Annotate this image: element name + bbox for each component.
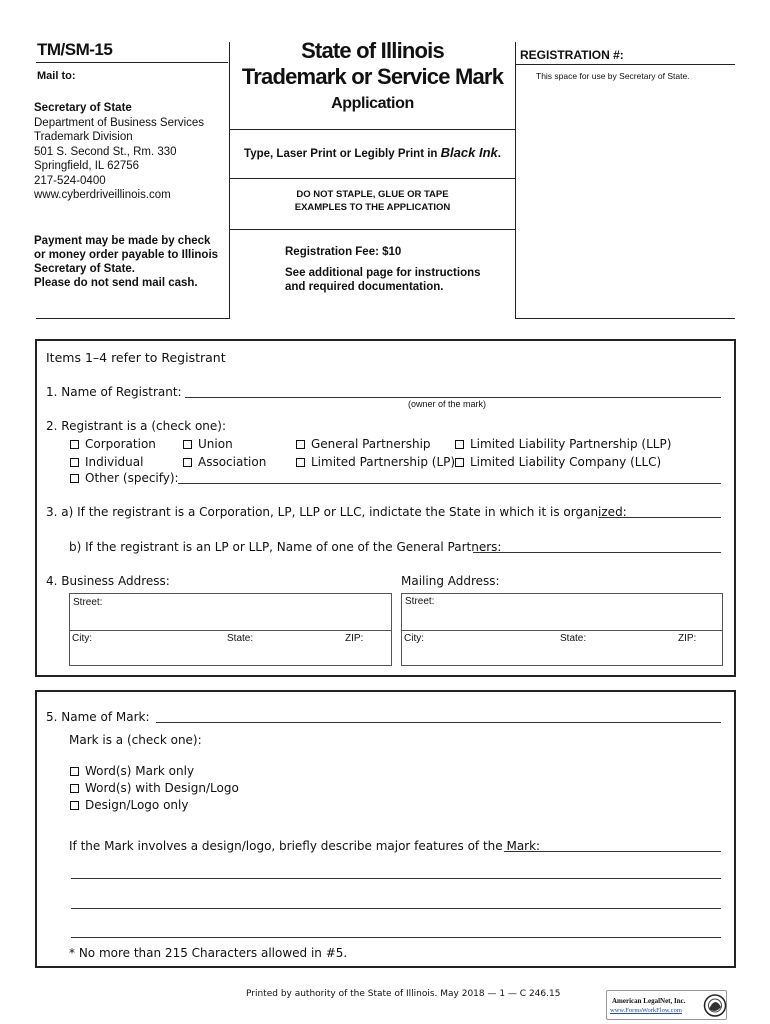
checkbox[interactable] — [70, 767, 79, 776]
print-instruction — [230, 145, 515, 160]
design-description-field[interactable] — [504, 838, 721, 852]
legalnet-url[interactable]: www.FormsWorkFlow.com — [610, 1007, 682, 1014]
option-label: Union — [198, 437, 233, 451]
black-ink-text: Black Ink — [440, 145, 498, 160]
design-description-line[interactable] — [71, 867, 721, 879]
print-instruction-text: Type, Laser Print or Legibly Print in — [244, 148, 438, 160]
character-limit-note: * No more than 215 Characters allowed in #5. — [69, 946, 348, 960]
registration-number-label: REGISTRATION #: — [520, 48, 624, 62]
payment-line: Please do not send mail cash. — [34, 277, 198, 289]
mail-address — [34, 101, 204, 203]
option-label: Association — [198, 455, 267, 469]
design-description-line[interactable] — [71, 897, 721, 909]
option-label: General Partnership — [311, 437, 431, 451]
address-line: 217-524-0400 — [34, 174, 106, 187]
see-line: and required documentation. — [285, 280, 444, 293]
header-divider-right — [515, 42, 516, 319]
checkbox[interactable] — [455, 458, 464, 467]
legalnet-logo-icon — [703, 993, 727, 1018]
legalnet-name: American LegalNet, Inc. — [612, 997, 686, 1005]
address-line: Springfield, IL 62756 — [34, 160, 140, 172]
option-label: Individual — [85, 455, 144, 469]
mark-type-label: Mark is a (check one): — [69, 733, 202, 747]
address-line: 501 S. Second St., Rm. 330 — [34, 145, 177, 158]
address-line: Trademark Division — [34, 131, 133, 143]
address-line: Department of Business Services — [34, 116, 205, 129]
business-city-label: City: — [72, 633, 92, 644]
legalnet-badge — [606, 990, 727, 1020]
option-label: Corporation — [85, 437, 156, 451]
option-association[interactable] — [183, 455, 266, 469]
business-street-field[interactable] — [69, 593, 392, 631]
staple-warning-2: EXAMPLES TO THE APPLICATION — [294, 202, 451, 213]
general-partner-field[interactable] — [473, 539, 721, 553]
printed-by: Printed by authority of the State of Illinois. May 2018 — 1 — C 246.15 — [246, 989, 561, 999]
title-rule — [230, 129, 515, 130]
other-specify-field[interactable] — [178, 470, 721, 484]
mailing-address-label: Mailing Address: — [401, 574, 500, 588]
item1-label: 1. Name of Registrant: — [46, 385, 182, 399]
option-individual[interactable] — [70, 455, 143, 469]
staple-rule — [230, 229, 515, 230]
checkbox[interactable] — [70, 458, 79, 467]
item5-label: 5. Name of Mark: — [46, 710, 150, 724]
option-llc[interactable] — [455, 455, 661, 469]
item3a-label: 3. a) If the registrant is a Corporation, LP, LLP or LLC, indictate the State in which it is organized: — [46, 505, 627, 519]
registrant-heading: Items 1–4 refer to Registrant — [46, 350, 226, 365]
option-general-partnership[interactable] — [296, 437, 431, 451]
mail-to-label: Mail to: — [37, 70, 76, 82]
checkbox[interactable] — [70, 801, 79, 810]
page-title-state: State of Illinois — [301, 38, 444, 63]
option-label: Word(s) Mark only — [85, 764, 195, 778]
checkbox[interactable] — [70, 784, 79, 793]
address-line: Secretary of State — [34, 102, 132, 114]
print-instruction-period: . — [497, 148, 501, 160]
mark-name-field[interactable] — [156, 709, 721, 723]
form-code-underline — [36, 62, 228, 63]
registration-note: This space for use by Secretary of State. — [536, 71, 690, 81]
option-word-mark[interactable] — [70, 764, 194, 778]
owner-note: (owner of the mark) — [408, 399, 487, 409]
option-word-design[interactable] — [70, 781, 239, 795]
option-label: Design/Logo only — [85, 798, 189, 812]
design-description-line[interactable] — [71, 926, 721, 938]
option-label: Word(s) with Design/Logo — [85, 781, 239, 795]
item2-label: 2. Registrant is a (check one): — [46, 419, 227, 433]
payment-line: Payment may be made by check — [34, 235, 211, 247]
payment-line: Secretary of State. — [34, 263, 135, 275]
option-lp[interactable] — [296, 455, 455, 469]
checkbox[interactable] — [70, 440, 79, 449]
mailing-city-label: City: — [404, 633, 424, 644]
option-label: Other (specify): — [85, 471, 179, 485]
see-line: See additional page for instructions — [285, 267, 481, 279]
option-union[interactable] — [183, 437, 233, 451]
checkbox[interactable] — [296, 458, 305, 467]
page-title-mark: Trademark or Service Mark — [241, 64, 504, 89]
form-code: TM/SM-15 — [37, 40, 113, 59]
registrant-name-field[interactable] — [185, 384, 721, 398]
staple-warning-1: DO NOT STAPLE, GLUE OR TAPE — [296, 189, 449, 200]
mailing-street-label: Street: — [405, 596, 435, 607]
option-label: Limited Partnership (LP) — [311, 455, 456, 469]
see-instructions — [285, 267, 481, 294]
option-llp[interactable] — [455, 437, 671, 451]
checkbox[interactable] — [455, 440, 464, 449]
checkbox[interactable] — [183, 440, 192, 449]
option-design-only[interactable] — [70, 798, 188, 812]
mailing-zip-label: ZIP: — [678, 633, 697, 644]
state-organized-field[interactable] — [598, 504, 721, 518]
design-description-prompt: If the Mark involves a design/logo, briefly describe major features of the Mark: — [69, 839, 541, 853]
header-right-bottom — [515, 318, 735, 319]
website-link[interactable]: www.cyberdriveillinois.com — [34, 189, 171, 201]
business-zip-label: ZIP: — [345, 633, 364, 644]
option-label: Limited Liability Partnership (LLP) — [470, 437, 672, 451]
registration-rule — [515, 64, 735, 65]
page-title-application: Application — [331, 95, 414, 112]
business-street-label: Street: — [73, 597, 103, 608]
mailing-state-label: State: — [560, 633, 587, 644]
mailing-street-field[interactable] — [401, 593, 723, 631]
item4-label: 4. Business Address: — [46, 574, 170, 588]
payment-line: or money order payable to Illinois — [34, 249, 219, 261]
checkbox[interactable] — [183, 458, 192, 467]
item3b-label: b) If the registrant is an LP or LLP, Name of one of the General Partners: — [69, 540, 502, 554]
checkbox[interactable] — [296, 440, 305, 449]
option-other[interactable] — [70, 471, 179, 485]
option-label: Limited Liability Company (LLC) — [470, 455, 662, 469]
option-corporation[interactable] — [70, 437, 156, 451]
header-left-bottom — [36, 318, 230, 319]
print-rule — [230, 178, 515, 179]
registration-fee: Registration Fee: $10 — [285, 246, 402, 258]
payment-note — [34, 234, 218, 290]
checkbox[interactable] — [70, 474, 79, 483]
business-state-label: State: — [227, 633, 254, 644]
